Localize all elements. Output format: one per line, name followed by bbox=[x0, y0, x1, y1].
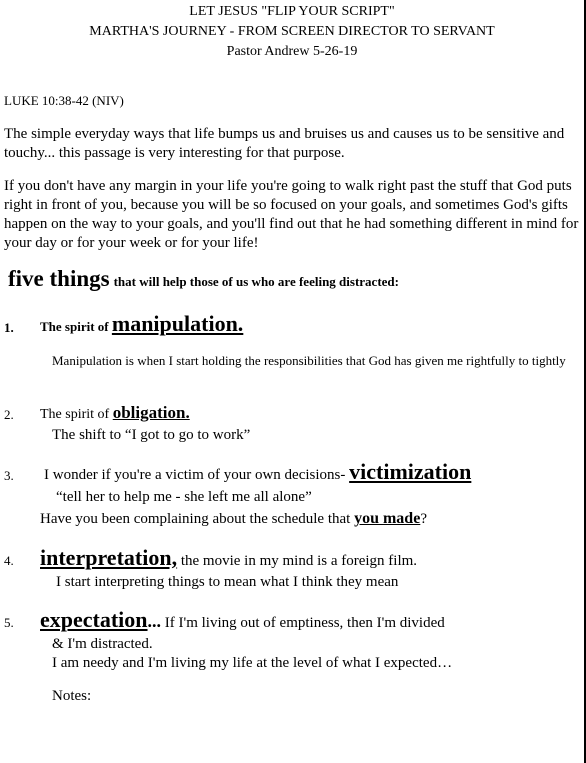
item-3-question bbox=[40, 509, 427, 529]
item-1-keyword: manipulation. bbox=[111, 311, 244, 336]
item-5-dots: ... bbox=[147, 611, 162, 631]
paragraph-intro: The simple everyday ways that life bumps us and bruises us and causes us to be sensitive and touchy... this passage is very interesting for that purpose. bbox=[4, 126, 565, 161]
item-4-heading bbox=[40, 545, 417, 571]
item-3-prefix: I wonder if you're a victim of your own decisions- bbox=[44, 467, 350, 483]
item-3-question-post: ? bbox=[420, 511, 427, 527]
header-author: Pastor Andrew 5-26-19 bbox=[226, 44, 358, 59]
header-subtitle: MARTHA'S JOURNEY - FROM SCREEN DIRECTOR TO SERVANT bbox=[89, 24, 495, 39]
item-3-heading bbox=[44, 459, 471, 485]
five-things-rest: that will help those of us who are feeling distracted: bbox=[113, 274, 399, 289]
item-1-prefix: The spirit of bbox=[40, 319, 112, 334]
item-5-number: 5. bbox=[4, 615, 14, 630]
item-5-heading bbox=[40, 607, 445, 633]
item-5-line3: I am needy and I'm living my life at the level of what I expected… bbox=[52, 655, 453, 671]
item-2-number: 2. bbox=[4, 407, 14, 422]
item-2-detail: The shift to “I got to go to work” bbox=[52, 427, 251, 443]
item-4-number: 4. bbox=[4, 553, 14, 568]
item-4-detail: I start interpreting things to mean what I think they mean bbox=[56, 574, 399, 590]
five-things-heading bbox=[8, 266, 399, 292]
item-3-quote: “tell her to help me - she left me all alone” bbox=[56, 489, 312, 505]
item-1-detail: Manipulation is when I start holding the responsibilities that God has given me rightfully to tightly bbox=[52, 353, 566, 368]
item-2-heading bbox=[40, 403, 190, 423]
item-1-number: 1. bbox=[4, 320, 14, 335]
item-3-number: 3. bbox=[4, 468, 14, 483]
item-3-question-key: you made bbox=[354, 510, 421, 527]
item-4-suffix: the movie in my mind is a foreign film. bbox=[177, 553, 418, 569]
item-2-prefix: The spirit of bbox=[40, 407, 113, 422]
scripture-reference: LUKE 10:38-42 (NIV) bbox=[4, 93, 124, 108]
item-2-keyword: obligation. bbox=[112, 403, 190, 422]
item-3-question-pre: Have you been complaining about the schedule that bbox=[40, 511, 355, 527]
item-5-keyword: expectation bbox=[40, 607, 148, 632]
five-things-big: five things bbox=[8, 266, 110, 291]
item-5-line2: & I'm distracted. bbox=[52, 636, 153, 652]
item-5-suffix: If I'm living out of emptiness, then I'm divided bbox=[161, 615, 445, 631]
header-title: LET JESUS "FLIP YOUR SCRIPT" bbox=[189, 4, 395, 19]
item-4-keyword: interpretation, bbox=[40, 545, 178, 570]
paragraph-margin: If you don't have any margin in your life you're going to walk right past the stuff that God puts right in front of you, because you will be so focused on your goals, and sometimes God's gifts happen on the way to your goals, and you'll find out that he had something different in mind for your day or for your week or for your life! bbox=[4, 178, 579, 251]
item-3-keyword: victimization bbox=[349, 459, 472, 484]
notes-label: Notes: bbox=[52, 688, 92, 704]
item-1-heading bbox=[40, 311, 243, 337]
